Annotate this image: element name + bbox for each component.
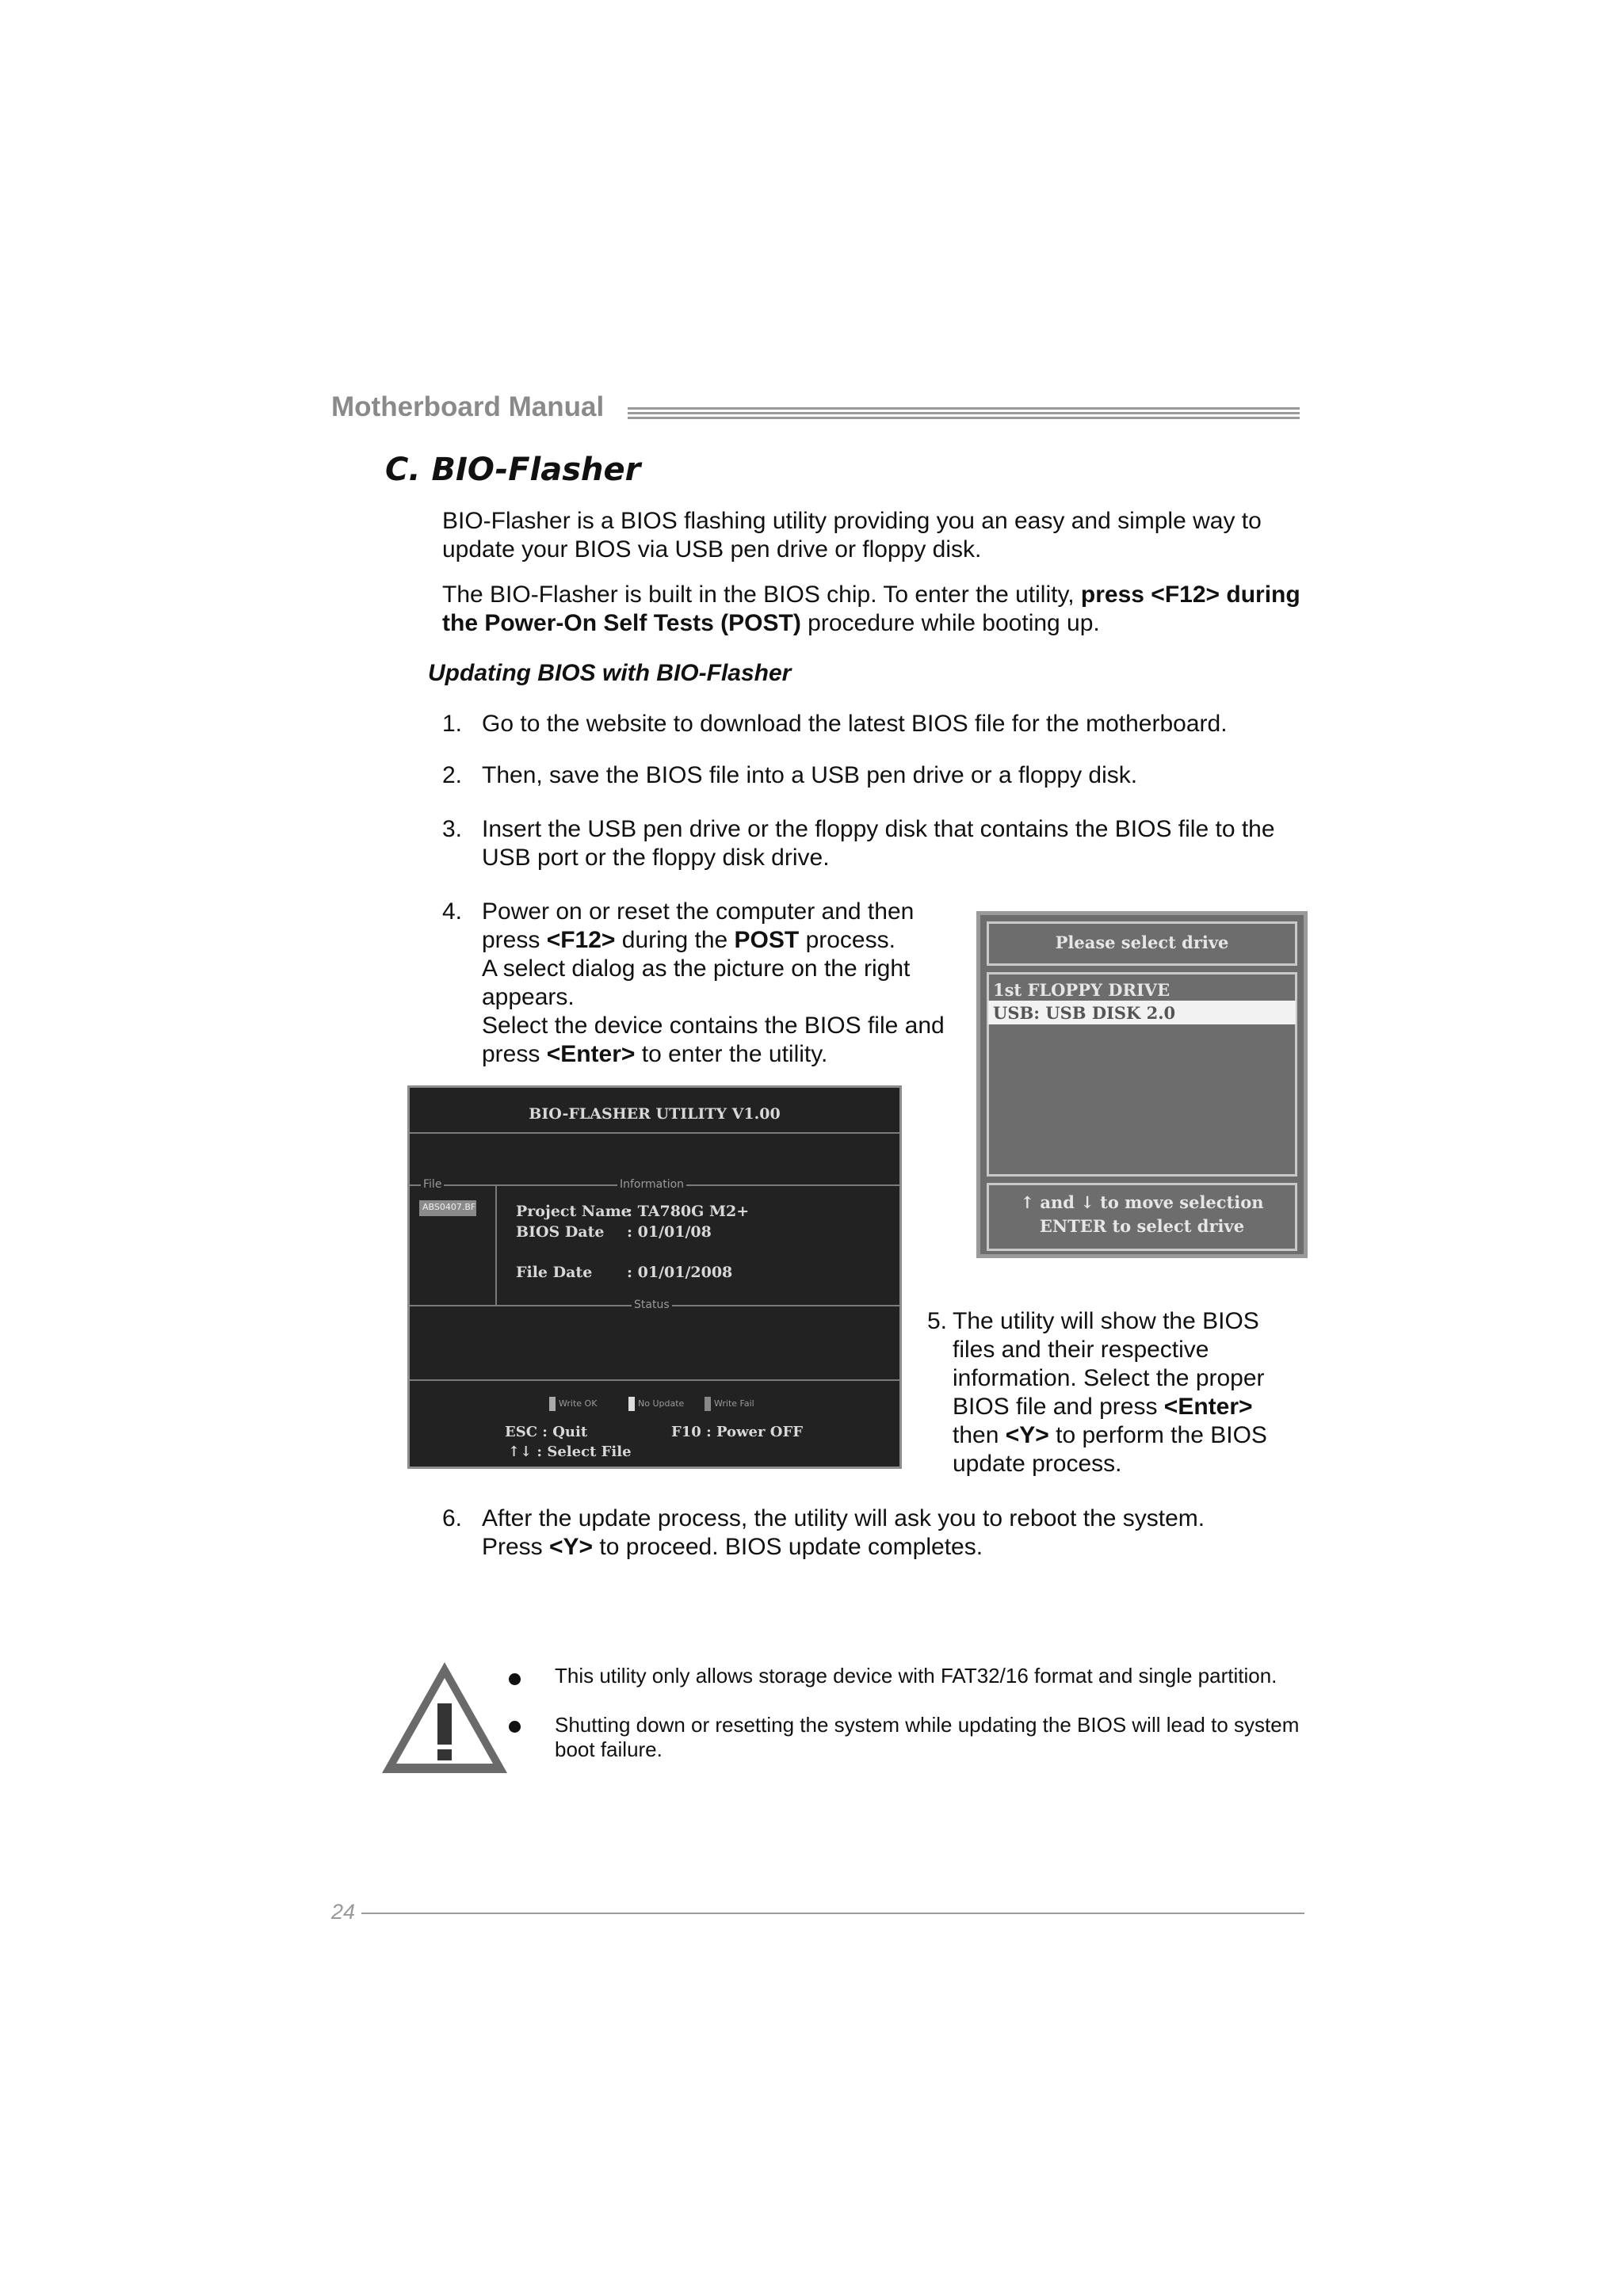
step-number: 5. [927, 1308, 948, 1334]
step-number: 3. [442, 816, 463, 842]
header-rule [628, 407, 1300, 420]
drive-option-usb-highlight[interactable] [988, 1001, 1296, 1024]
step-line [953, 1393, 1317, 1421]
file-list-item[interactable] [419, 1200, 476, 1216]
key-name: POST [734, 927, 800, 953]
flasher-title: BIO-FLASHER UTILITY V1.00 [529, 1105, 781, 1123]
footer-rule [361, 1913, 1304, 1914]
divider [410, 1132, 899, 1134]
step-line: appears. [482, 984, 575, 1010]
key-name: <Y> [549, 1534, 594, 1560]
step-line: information. Select the proper [953, 1365, 1265, 1391]
drive-option-floppy[interactable]: 1st FLOPPY DRIVE [993, 980, 1170, 1000]
file-panel-label: File [421, 1178, 444, 1191]
intro-paragraph-1: BIO-Flasher is a BIOS flashing utility providing you an easy and simple way to update your BIOS via USB pen drive or floppy disk. [442, 508, 1262, 563]
step-line: files and their respective [953, 1337, 1209, 1363]
step-text: Go to the website to download the latest BIOS file for the motherboard. [482, 711, 1228, 737]
step-number: 2. [442, 762, 463, 788]
divider [495, 1186, 497, 1305]
text: to perform the BIOS [1048, 1422, 1267, 1448]
intro-text: The BIO-Flasher is built in the BIOS chip. To enter the utility, [442, 582, 1081, 608]
help-enter: ENTER to select drive [1039, 1216, 1245, 1236]
step-line [953, 1421, 1317, 1450]
bio-flasher-screen [407, 1085, 902, 1469]
subsection-title: Updating BIOS with BIO-Flasher [428, 660, 792, 686]
text: Press [482, 1534, 550, 1560]
text: during the [615, 927, 735, 953]
file-date-label: File Date [516, 1264, 593, 1281]
section-title: C. BIO-Flasher [385, 452, 641, 488]
text: press [482, 1041, 547, 1067]
key-name: <F12> [546, 927, 616, 953]
file-name: ABS0407.BF [422, 1202, 476, 1212]
text: then [953, 1422, 1006, 1448]
step-line: Power on or reset the computer and then [482, 898, 915, 925]
manual-title: Motherboard Manual [331, 391, 605, 422]
key-name: <Y> [1005, 1422, 1049, 1448]
legend-no-update: No Update [638, 1398, 685, 1409]
bios-date-label: BIOS Date [516, 1223, 605, 1241]
warning-item: This utility only allows storage device with FAT32/16 format and single partition. [555, 1664, 1277, 1688]
text: BIOS file and press [953, 1394, 1164, 1420]
file-date-value: : 01/01/2008 [627, 1264, 733, 1281]
project-label: Project Name [516, 1203, 631, 1220]
project-value: : TA780G M2+ [627, 1203, 750, 1220]
bullet-dot [509, 1673, 521, 1685]
step-line: After the update process, the utility will ask you to reboot the system. [482, 1505, 1205, 1531]
step-line [482, 1040, 973, 1069]
legend-write-ok: Write OK [559, 1398, 598, 1409]
intro-emphasis: press <F12> during the Power-On Self Tests (POST) [442, 582, 1300, 636]
page-number: 24 [331, 1900, 356, 1924]
step-text: Then, save the BIOS file into a USB pen drive or a floppy disk. [482, 762, 1138, 788]
intro-text-end: procedure while booting up. [800, 610, 1100, 636]
step-text [482, 1505, 1314, 1562]
no-update-swatch [628, 1397, 635, 1411]
step-line [482, 1533, 1314, 1562]
step-number: 1. [442, 711, 463, 737]
write-ok-swatch [549, 1397, 556, 1411]
key-name: <Enter> [1163, 1394, 1253, 1420]
divider [410, 1379, 899, 1381]
bullet-dot [509, 1721, 521, 1733]
step-line: update process. [953, 1451, 1122, 1477]
intro-paragraph-2 [442, 581, 1314, 638]
text: to proceed. BIOS update completes. [593, 1534, 983, 1560]
warning-item: Shutting down or resetting the system while updating the BIOS will lead to system boot failure. [555, 1713, 1300, 1761]
status-label: Status [632, 1299, 672, 1311]
key-power-off: F10 : Power OFF [671, 1424, 803, 1440]
text: to enter the utility. [635, 1041, 828, 1067]
text: process. [799, 927, 896, 953]
dialog-title: Please select drive [1055, 933, 1229, 952]
key-quit: ESC : Quit [505, 1424, 588, 1440]
write-fail-swatch [705, 1397, 711, 1411]
warning-icon [379, 1659, 510, 1776]
step-text [482, 898, 973, 1069]
key-select-file: ↑↓ : Select File [508, 1444, 632, 1460]
help-move: ↑ and ↓ to move selection [1020, 1192, 1264, 1212]
key-name: <Enter> [546, 1041, 636, 1067]
legend-write-fail: Write Fail [714, 1398, 754, 1409]
info-panel-label: Information [617, 1178, 686, 1191]
step-line: The utility will show the BIOS [953, 1308, 1259, 1334]
step-number: 6. [442, 1505, 463, 1531]
step-line: A select dialog as the picture on the right [482, 955, 911, 982]
step-line: Select the device contains the BIOS file and [482, 1013, 945, 1039]
text: press [482, 927, 547, 953]
step-text [953, 1307, 1317, 1478]
step-line [482, 926, 973, 955]
step-text: Insert the USB pen drive or the floppy disk that contains the BIOS file to the USB port or the floppy disk drive. [482, 816, 1275, 871]
drive-option-usb: USB: USB DISK 2.0 [993, 1003, 1176, 1023]
bios-date-value: : 01/01/08 [627, 1223, 712, 1241]
drive-select-dialog [976, 911, 1308, 1258]
step-number: 4. [442, 898, 463, 925]
